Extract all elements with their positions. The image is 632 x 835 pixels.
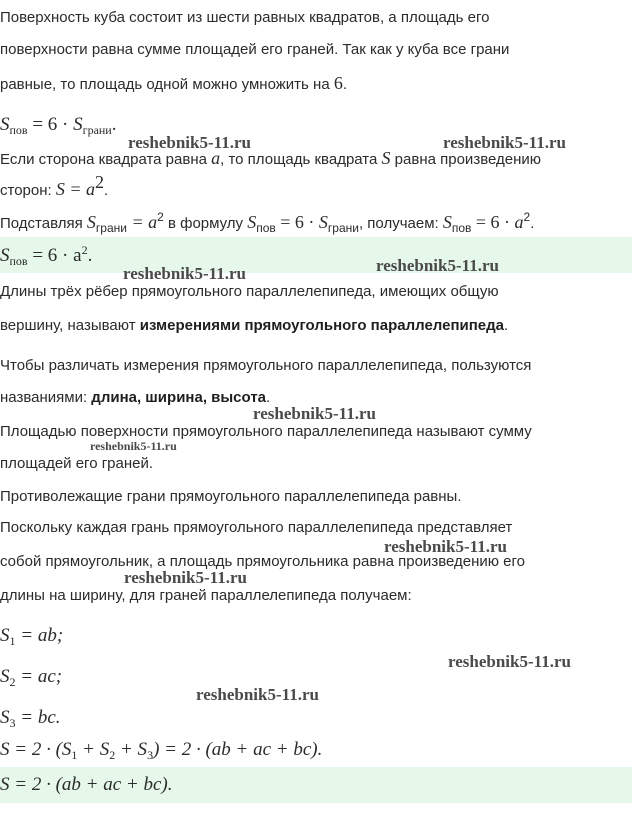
text-line: площадей его граней. bbox=[0, 455, 154, 472]
result-highlight-1 bbox=[0, 237, 632, 273]
text-line: поверхности равна сумме площадей его граней. Так как у куба все грани bbox=[0, 41, 510, 58]
text-line: Поскольку каждая грань прямоугольного параллелепипеда представляет bbox=[0, 519, 513, 536]
text-line bbox=[0, 73, 347, 95]
text-line: Длины трёх рёбер прямоугольного параллелепипеда, имеющих общую bbox=[0, 283, 499, 300]
text-line: Чтобы различать измерения прямоугольного параллелепипеда, пользуются bbox=[0, 357, 532, 374]
text-line: Противолежащие грани прямоугольного параллелепипеда равны. bbox=[0, 488, 462, 505]
watermark: reshebnik5-11.ru bbox=[443, 133, 566, 152]
text-line: собой прямоугольник, а площадь прямоугольника равна произведению его bbox=[0, 553, 526, 570]
text-line: вершину, называют измерениями прямоугольного параллелепипеда. bbox=[0, 317, 509, 334]
text-line: Площадью поверхности прямоугольного параллелепипеда называют сумму bbox=[0, 423, 532, 440]
text-line: Подставляя $S_{грани} = a^2$ в формулу $S_{пов} = 6 \cdot S_{грани}$, получаем: $S_{пов} = 6 \cdot a^2$. bbox=[0, 210, 535, 235]
text-line: Если сторона квадрата равна a, то площадь квадрата S равна произведению bbox=[0, 148, 542, 168]
formula-s2: $S_2$ = ac; bbox=[0, 666, 63, 689]
watermark: reshebnik5-11.ru bbox=[123, 264, 246, 283]
text-line: Поверхность куба состоит из шести равных квадратов, а площадь его bbox=[0, 9, 490, 26]
watermark: reshebnik5-11.ru bbox=[376, 256, 499, 275]
watermark: reshebnik5-11.ru bbox=[196, 685, 319, 704]
text-line: длины на ширину, для граней параллелепипеда получаем: bbox=[0, 587, 412, 604]
watermark: reshebnik5-11.ru bbox=[90, 439, 177, 453]
text-fragment: . bbox=[342, 76, 347, 93]
watermark: reshebnik5-11.ru bbox=[253, 404, 376, 423]
formula-result-cube: $S_{пов} = 6 \cdot a^2$. bbox=[0, 243, 93, 268]
watermark: reshebnik5-11.ru bbox=[384, 537, 507, 556]
watermark: reshebnik5-11.ru bbox=[448, 652, 571, 671]
math-number: 6 bbox=[333, 73, 343, 93]
formula-s3: $S_3$ = bc. bbox=[0, 707, 61, 730]
formula-final: S = 2 · (ab + ac + bc). bbox=[0, 774, 173, 795]
text-line: сторон: $S = a^2$. bbox=[0, 172, 109, 199]
formula-s1: $S_1$ = ab; bbox=[0, 625, 64, 648]
text-fragment: равные, то площадь одной можно умножить на bbox=[0, 76, 334, 93]
formula-surface-cube: $S_{пов} = 6 \cdot S_{грани}$. bbox=[0, 114, 117, 137]
watermark: reshebnik5-11.ru bbox=[124, 568, 247, 587]
text-line: названиями: длина, ширина, высота. bbox=[0, 389, 271, 406]
formula-sum: $S = 2 \cdot (S_1 + S_2 + S_3) = 2 \cdot (ab$ + ac + bc). bbox=[0, 739, 323, 762]
watermark: reshebnik5-11.ru bbox=[128, 133, 251, 152]
